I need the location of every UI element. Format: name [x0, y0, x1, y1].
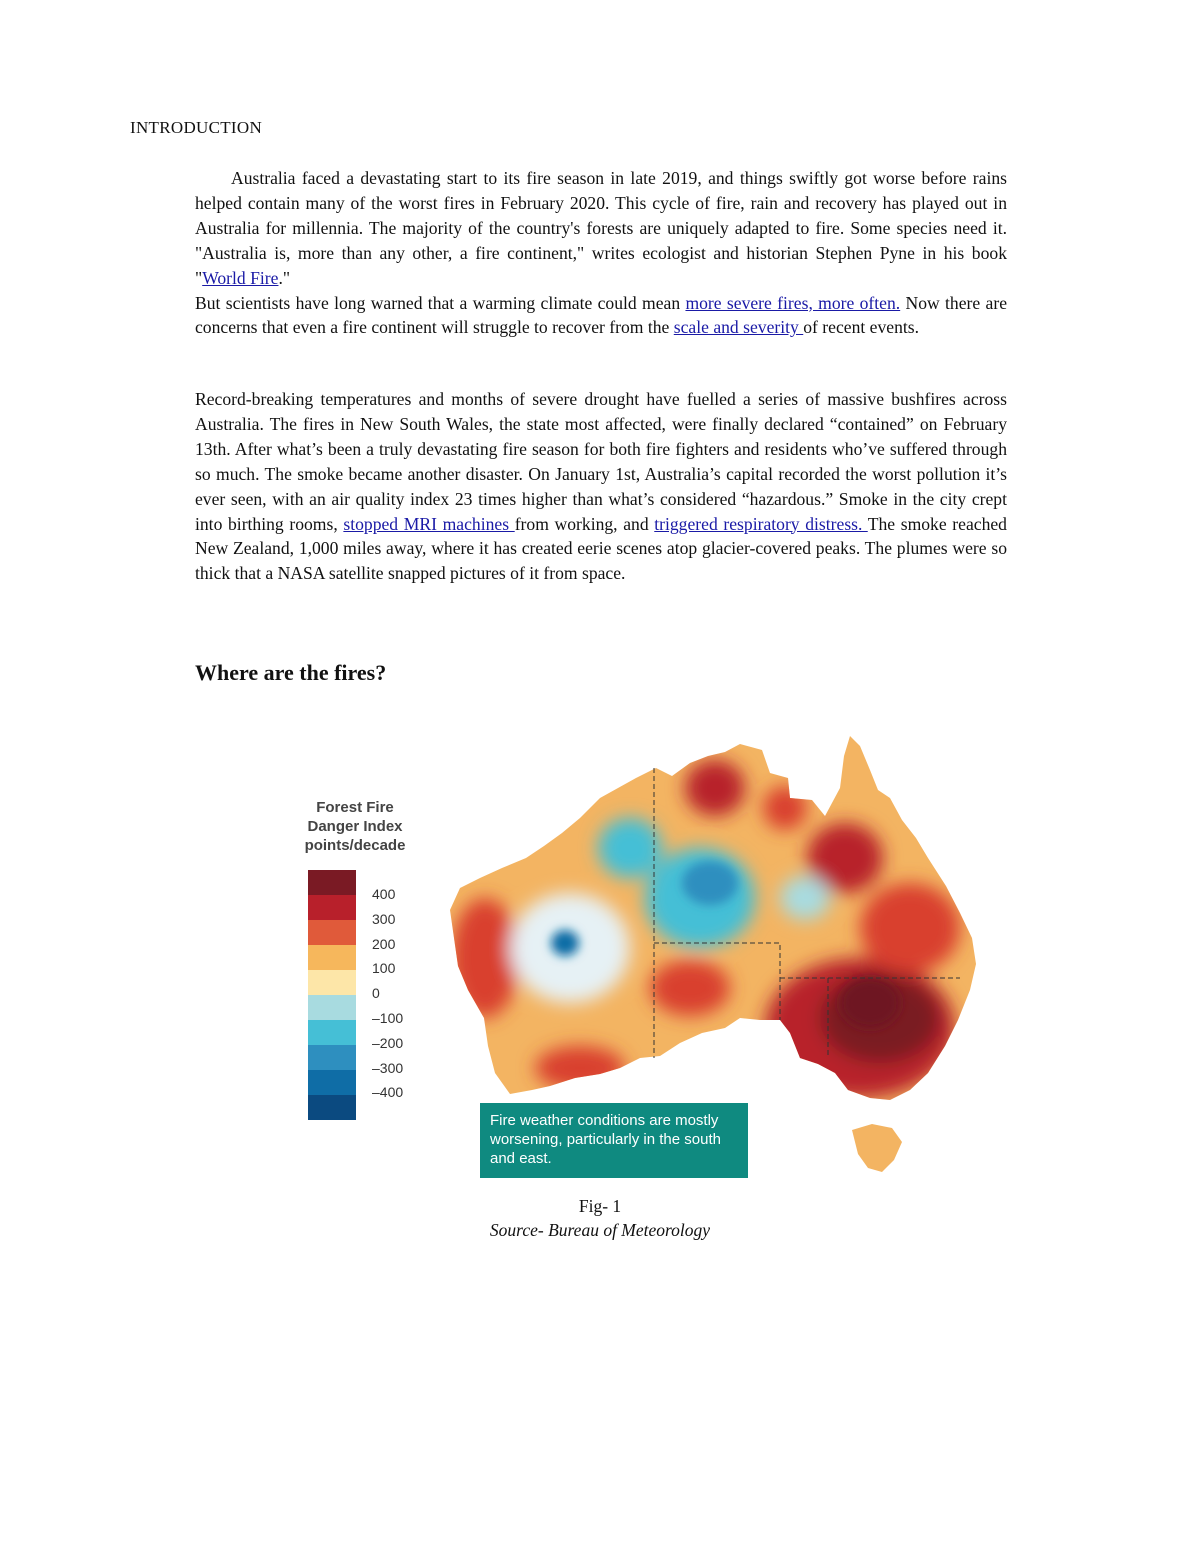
- legend-tick-label: 200: [372, 935, 396, 952]
- bushfire-paragraph: [195, 387, 1007, 586]
- legend-swatch: [308, 1070, 356, 1095]
- para3-text-3: The smoke reached New Zealand, 1,000 miles away, where it has created eerie scenes atop glacier-covered peaks. The plumes were so thick that a NASA satellite snapped pictures of it from space.: [195, 513, 1007, 584]
- legend-swatch: [308, 995, 356, 1020]
- legend-title-line: points/decade: [304, 837, 406, 854]
- figure-source: Source- Bureau of Meteorology: [489, 1220, 711, 1240]
- para1-text-2: .": [278, 267, 291, 288]
- mri-machines-link[interactable]: stopped MRI machines: [343, 513, 515, 534]
- para2-text-2: Now there are concerns that even a fire continent will struggle to recover from the: [195, 292, 1008, 338]
- para2-text-1: But scientists have long warned that a warming climate could mean: [195, 292, 686, 313]
- world-fire-link[interactable]: World Fire: [202, 267, 279, 288]
- intro-heading: INTRODUCTION: [130, 118, 263, 137]
- severe-fires-link[interactable]: more severe fires, more often.: [685, 292, 901, 313]
- legend-title-line: Danger Index: [307, 818, 403, 835]
- para1-text-1: Australia faced a devastating start to its fire season in late 2019, and things swiftly got worse before rains helped contain many of the worst fires in February 2020. This cycle of fire, rain and recovery has played out in Australia for millennia. The majority of the country's forests are uniquely adapted to fire. Some species need it. "Australia is, more than any other, a fire continent," writes ecologist and historian Stephen Pyne in his book ": [195, 168, 1007, 288]
- fire-danger-figure: [280, 728, 1000, 1198]
- legend-tick-label: 300: [372, 910, 396, 927]
- legend-tick-label: –200: [372, 1034, 404, 1051]
- respiratory-distress-link[interactable]: triggered respiratory distress.: [654, 513, 868, 534]
- legend-tick-label: 0: [372, 985, 380, 1002]
- callout-box: Fire weather conditions are mostly worsening, particularly in the south and east.: [480, 1103, 748, 1178]
- intro-paragraph: [195, 166, 1007, 340]
- legend-tick-label: –100: [372, 1010, 404, 1026]
- para2-text-3: of recent events.: [803, 317, 920, 338]
- scale-severity-link[interactable]: scale and severity: [673, 317, 804, 338]
- section-title: Where are the fires?: [195, 660, 387, 685]
- legend-color-bar: [308, 870, 356, 1120]
- legend-swatch: [308, 1095, 356, 1120]
- figure-label: Fig- 1: [578, 1196, 622, 1216]
- legend-title: [280, 798, 430, 855]
- legend-swatch: [308, 1045, 356, 1070]
- legend-tick-label: –400: [372, 1084, 404, 1101]
- legend-title-line: Forest Fire: [316, 799, 394, 816]
- legend-tick-label: 400: [372, 886, 396, 902]
- legend-tick-label: –300: [372, 1059, 404, 1076]
- para3-text-2: from working, and: [514, 513, 655, 534]
- legend-swatch: [308, 895, 356, 920]
- legend-swatch: [308, 970, 356, 995]
- legend-swatch: [308, 1020, 356, 1045]
- para3-text-1: Record-breaking temperatures and months of severe drought have fuelled a series of massive bushfires across Australia. The fires in New South Wales, the state most affected, were finally declared “contained” on February 13th. After what’s been a truly devastating fire season for both fire fighters and residents who’ve suffered through so much. The smoke became another disaster. On January 1st, Australia’s capital recorded the worst pollution it’s ever seen, with an air quality index 23 times higher than what’s considered “hazardous.” Smoke in the city crept into birthing rooms,: [195, 389, 1007, 534]
- legend-swatch: [308, 920, 356, 945]
- legend-swatch: [308, 945, 356, 970]
- legend-tick-label: 100: [372, 960, 396, 977]
- legend-swatch: [308, 870, 356, 895]
